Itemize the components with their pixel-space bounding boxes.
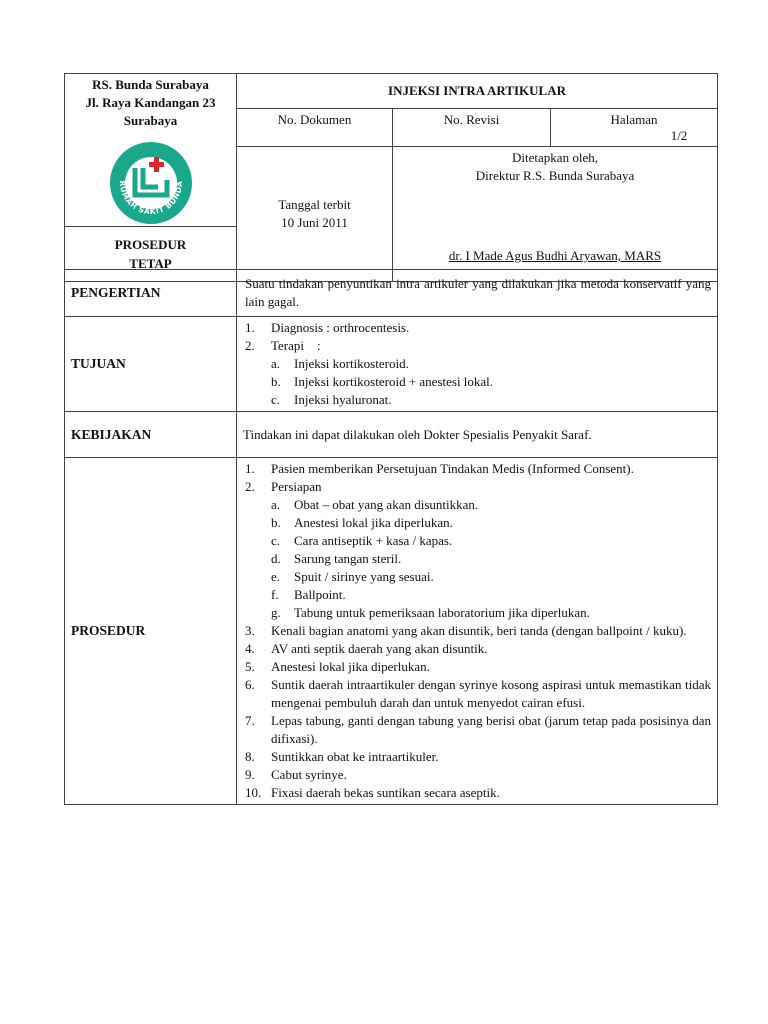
issue-label: Tanggal terbit — [278, 197, 351, 212]
hospital-logo-icon — [108, 140, 194, 226]
hospital-street: Jl. Raya Kandangan 23 — [85, 95, 216, 110]
sub-list-item: d. Sarung tangan steril. — [271, 551, 402, 566]
sub-list-item: c. Injeksi hyaluronat. — [271, 392, 392, 407]
section-row-pengertian — [65, 270, 718, 317]
signer-name: dr. I Made Agus Budhi Aryawan, MARS — [448, 248, 662, 263]
sub-list-item: e. Spuit / sirinye yang sesuai. — [271, 569, 434, 584]
kebijakan-text: Tindakan ini dapat dilakukan oleh Dokter Spesialis Penyakit Saraf. — [237, 412, 718, 458]
list-item: 10. Fixasi daerah bekas suntikan secara aseptik. — [245, 785, 500, 800]
list-item: 2. Persiapan a. Obat – obat yang akan disuntikkan. b. Anestesi lokal jika diperlukan. c. Cara antiseptik + kasa / kapas. d. Sarung tangan steril. e. Spuit / sirinye yang sesuai. f. Ballpoint. g. Tabung untuk pemeriksaan laboratorium jika diperlukan. — [245, 478, 711, 622]
logo-ring-text: RUMAH SAKIT BUNDA — [117, 180, 184, 217]
sub-list-item: c. Cara antiseptik + kasa / kapas. — [271, 533, 453, 548]
list-item: 1. Pasien memberikan Persetujuan Tindakan Medis (Informed Consent). — [245, 461, 634, 476]
list-item: 9. Cabut syrinye. — [245, 767, 347, 782]
list-item: 7. Lepas tabung, ganti dengan tabung yang berisi obat (jarum tetap pada posisinya dan difixasi). — [245, 713, 711, 746]
sub-list-item: g. Tabung untuk pemeriksaan laboratorium jika diperlukan. — [271, 605, 590, 620]
page-info-cell — [551, 109, 718, 147]
section-row-prosedur — [65, 458, 718, 805]
section-label-kebijakan: KEBIJAKAN — [65, 412, 237, 458]
director-title: Direktur R.S. Bunda Surabaya — [475, 168, 635, 183]
section-label-prosedur: PROSEDUR — [65, 458, 237, 805]
list-item: 5. Anestesi lokal jika diperlukan. — [245, 659, 430, 674]
list-item: 2. Terapi : a. Injeksi kortikosteroid. b. Injeksi kortikosteroid + anestesi lokal. c. Injeksi hyaluronat. — [245, 337, 711, 409]
tujuan-content — [237, 317, 718, 412]
hospital-name: RS. Bunda Surabaya — [92, 77, 209, 92]
content-table — [64, 269, 718, 805]
sub-list-item: a. Injeksi kortikosteroid. — [271, 356, 409, 371]
approval-cell — [393, 147, 718, 282]
list-item: 4. AV anti septik daerah yang akan disuntik. — [245, 641, 488, 656]
issue-date: 10 Juni 2011 — [281, 215, 348, 230]
sub-list-item: b. Injeksi kortikosteroid + anestesi lokal. — [271, 374, 494, 389]
doc-number-label: No. Dokumen — [237, 109, 393, 147]
pengertian-text: Suatu tindakan penyuntikan intra artikuler yang dilakukan jika metoda konservatif yang lain gagal. — [237, 270, 718, 317]
list-item: 3. Kenali bagian anatomi yang akan disuntik, beri tanda (dengan ballpoint / kuku). — [245, 623, 687, 638]
established-by: Ditetapkan oleh, — [512, 150, 598, 165]
procedure-type-line2: TETAP — [129, 256, 172, 271]
procedure-type-line1: PROSEDUR — [114, 237, 187, 252]
issue-date-cell — [237, 147, 393, 282]
sub-list-item: a. Obat – obat yang akan disuntikkan. — [271, 497, 479, 512]
section-row-kebijakan — [65, 412, 718, 458]
header-table — [64, 73, 718, 282]
page-value: 1/2 — [670, 128, 688, 143]
list-item: 8. Suntikkan obat ke intraartikuler. — [245, 749, 439, 764]
sub-list-item: b. Anestesi lokal jika diperlukan. — [271, 515, 453, 530]
prosedur-content — [237, 458, 718, 805]
list-item: 6. Suntik daerah intraartikuler dengan syrinye kosong aspirasi untuk memastikan tidak mengenai pembuluh darah dan untuk menyedot cairan efusi. — [245, 677, 711, 710]
section-row-tujuan — [65, 317, 718, 412]
section-label-tujuan: TUJUAN — [65, 317, 237, 412]
list-item: 1. Diagnosis : orthrocentesis. — [245, 320, 410, 335]
page-label: Halaman — [610, 112, 658, 127]
revision-number-label: No. Revisi — [393, 109, 551, 147]
hospital-city: Surabaya — [123, 113, 178, 128]
document-title: INJEKSI INTRA ARTIKULAR — [237, 74, 718, 109]
sub-list-item: f. Ballpoint. — [271, 587, 346, 602]
section-label-pengertian: PENGERTIAN — [65, 270, 237, 317]
hospital-identity-cell — [65, 74, 237, 227]
